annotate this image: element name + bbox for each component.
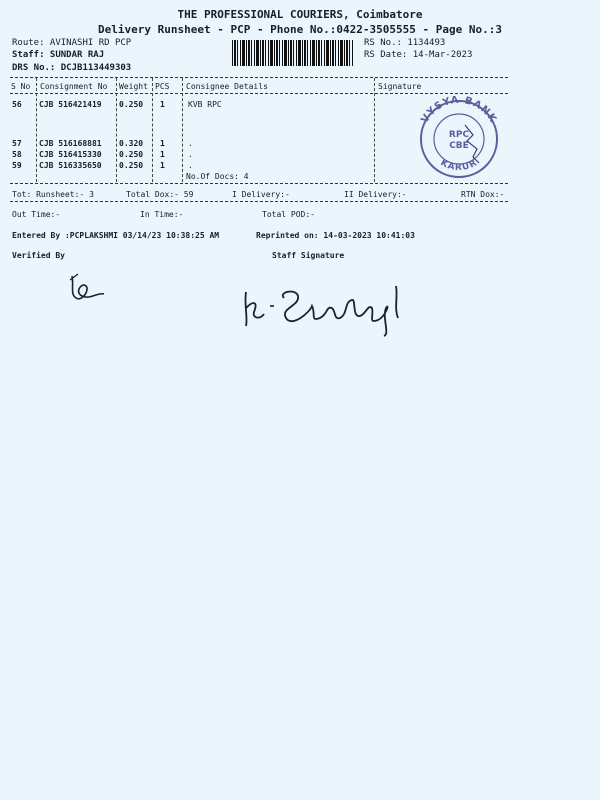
row-pcs: 1	[160, 139, 165, 148]
verifier-signature	[60, 268, 110, 308]
row-sno: 57	[12, 139, 22, 148]
route-label: Route: AVINASHI RD PCP	[12, 38, 132, 48]
stamp-center-text: RPC	[448, 130, 470, 140]
i-delivery: I Delivery:-	[232, 190, 290, 199]
barcode	[232, 40, 354, 66]
row-consignment: CJB 516335650	[39, 161, 102, 170]
row-sno: 58	[12, 150, 22, 159]
table-bottom-rule	[10, 183, 508, 184]
svg-text:KARUR	[439, 158, 480, 173]
ii-delivery: II Delivery:-	[344, 190, 407, 199]
row-consignee: .	[188, 161, 193, 170]
row-sno: 59	[12, 161, 22, 170]
tot-runsheet: Tot: Runsheet:- 3	[12, 190, 94, 199]
totals-rule	[10, 201, 508, 202]
in-time: In Time:-	[140, 210, 184, 219]
row-pcs: 1	[160, 161, 165, 170]
col-divider	[182, 78, 183, 182]
total-pod: Total POD:-	[262, 210, 315, 219]
row-consignment: CJB 516415330	[39, 150, 102, 159]
company-title: THE PROFESSIONAL COURIERS, Coimbatore	[177, 8, 423, 21]
col-divider	[116, 78, 117, 182]
rs-date: RS Date: 14-Mar-2023	[364, 50, 473, 60]
no-of-docs: No.Of Docs: 4	[186, 172, 249, 181]
total-dox: Total Dox:- 59	[126, 190, 194, 199]
row-consignee: KVB RPC	[188, 100, 222, 109]
col-divider	[152, 78, 153, 182]
drs-number: DRS No.: DCJB113449303	[12, 63, 132, 73]
row-pcs: 1	[160, 100, 165, 109]
rs-number: RS No.: 1134493	[364, 38, 446, 48]
svg-text:VYSYA BANK	[419, 95, 498, 126]
row-pcs: 1	[160, 150, 165, 159]
entered-by: Entered By :PCPLAKSHMI 03/14/23 10:38:25 AM	[12, 231, 220, 240]
row-weight: 0.250	[119, 150, 144, 159]
col-header-signature: Signature	[378, 82, 422, 91]
table-top-rule	[10, 77, 508, 78]
row-weight: 0.250	[119, 161, 144, 170]
row-consignment: CJB 516421419	[39, 100, 102, 109]
row-weight: 0.320	[119, 139, 144, 148]
stamp-center-text: CBE	[449, 141, 469, 151]
col-header-consignee: Consignee Details	[186, 82, 268, 91]
out-time: Out Time:-	[12, 210, 61, 219]
runsheet-subtitle: Delivery Runsheet - PCP - Phone No.:0422-3505555 - Page No.:3	[98, 23, 502, 36]
row-consignee: .	[188, 150, 193, 159]
col-header-consignment: Consignment No	[40, 82, 108, 91]
col-divider	[36, 78, 37, 182]
col-divider	[374, 78, 375, 182]
col-header-weight: Weight	[119, 82, 148, 91]
stamp-top-text: VYSYA BANK	[419, 94, 499, 126]
staff-signature-label: Staff Signature	[272, 251, 345, 260]
staff-label: Staff: SUNDAR RAJ	[12, 50, 105, 60]
bank-stamp	[413, 95, 505, 179]
reprinted-on: Reprinted on: 14-03-2023 10:41:03	[256, 231, 415, 240]
stamp-bottom-text: KARUR	[438, 158, 480, 173]
verified-by-label: Verified By	[12, 251, 65, 260]
row-sno: 56	[12, 100, 22, 109]
rtn-dox: RTN Dox:-	[461, 190, 505, 199]
col-header-pcs: PCS	[155, 82, 170, 91]
table-header-rule	[10, 93, 508, 94]
row-consignment: CJB 516168881	[39, 139, 102, 148]
row-consignee: .	[188, 139, 193, 148]
col-header-sno: S No	[11, 82, 31, 91]
staff-signature	[240, 278, 420, 340]
row-weight: 0.250	[119, 100, 144, 109]
